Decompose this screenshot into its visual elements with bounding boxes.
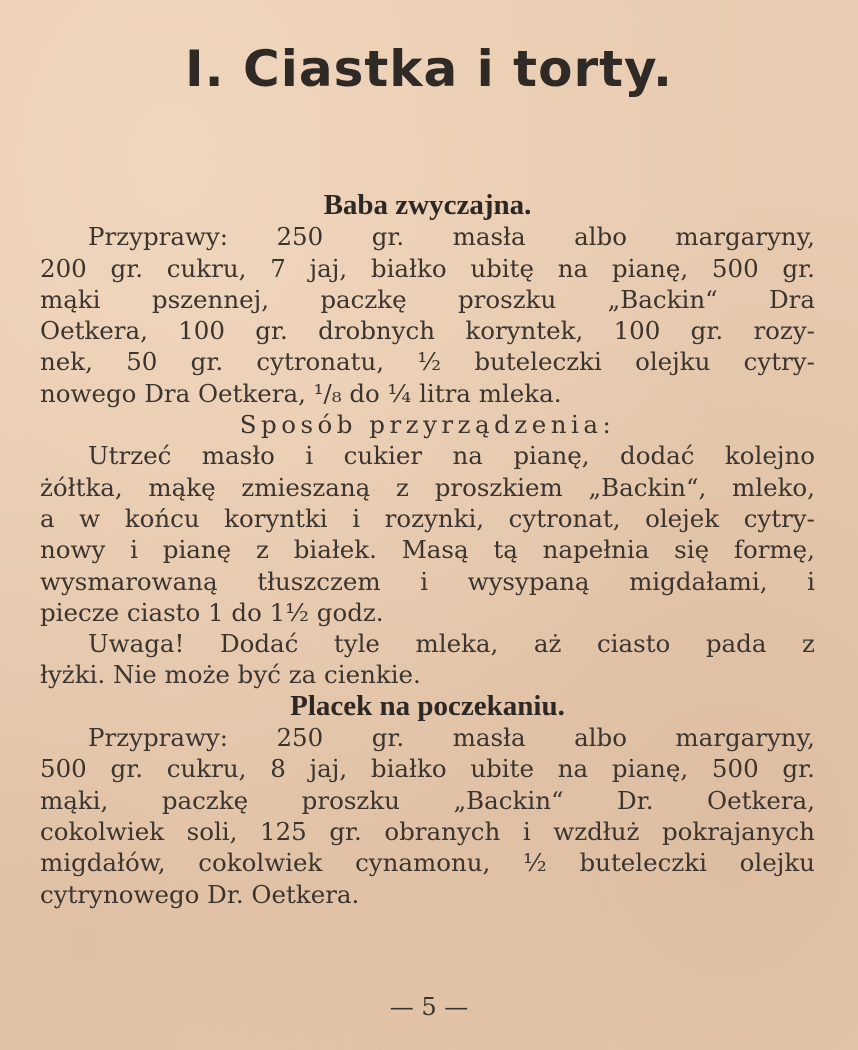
recipe-line: Utrzeć masło i cukier na pianę, dodać kolejno <box>88 441 815 471</box>
recipe-line: piecze ciasto 1 do 1½ godz. <box>40 597 384 627</box>
recipe-line: wysmarowaną tłuszczem i wysypaną migdałami, i <box>40 566 815 596</box>
method-heading: Sposób przyrządzenia: <box>239 410 616 440</box>
note-line: łyżki. Nie może być za cienkie. <box>40 660 421 690</box>
recipe-line: nek, 50 gr. cytronatu, ½ buteleczki olejku cytry- <box>40 347 815 377</box>
recipe-line: cytrynowego Dr. Oetkera. <box>40 879 360 909</box>
recipe-line: cokolwiek soli, 125 gr. obranych i wzdłuż pokrajanych <box>40 816 815 846</box>
recipe-title: Baba zwyczajna. <box>323 189 532 221</box>
chapter-title: I. Ciastka i torty. <box>185 40 673 98</box>
recipe-line: a w końcu koryntki i rozynki, cytronat, olejek cytry- <box>40 503 815 533</box>
page-number: — 5 — <box>389 993 469 1021</box>
recipe-line: nowego Dra Oetkera, ¹/₈ do ¼ litra mleka. <box>40 378 562 408</box>
recipe-title: Placek na poczekaniu. <box>290 689 565 722</box>
recipe-line: migdałów, cokolwiek cynamonu, ½ buteleczki olejku <box>40 848 815 878</box>
recipe-line: mąki pszennej, paczkę proszku „Backin“ Dra <box>40 284 815 314</box>
recipe-line: nowy i pianę z białek. Masą tą napełnia się formę, <box>40 535 815 565</box>
recipe-line: 200 gr. cukru, 7 jaj, białko ubitę na pianę, 500 gr. <box>40 253 815 283</box>
recipe-line: 500 gr. cukru, 8 jaj, białko ubite na pianę, 500 gr. <box>40 754 815 784</box>
recipe-line: Przyprawy: 250 gr. masła albo margaryny, <box>88 222 815 252</box>
recipe-line: Oetkera, 100 gr. drobnych koryntek, 100 gr. rozy- <box>40 316 815 346</box>
recipe-line: Przyprawy: 250 gr. masła albo margaryny, <box>88 723 815 753</box>
page-body <box>40 190 815 910</box>
recipe-line: żółtka, mąkę zmieszaną z proszkiem „Backin“, mleko, <box>40 472 815 502</box>
recipe-line: mąki, paczkę proszku „Backin“ Dr. Oetkera, <box>40 785 815 815</box>
note-line: Uwaga! Dodać tyle mleka, aż ciasto pada z <box>88 629 815 659</box>
